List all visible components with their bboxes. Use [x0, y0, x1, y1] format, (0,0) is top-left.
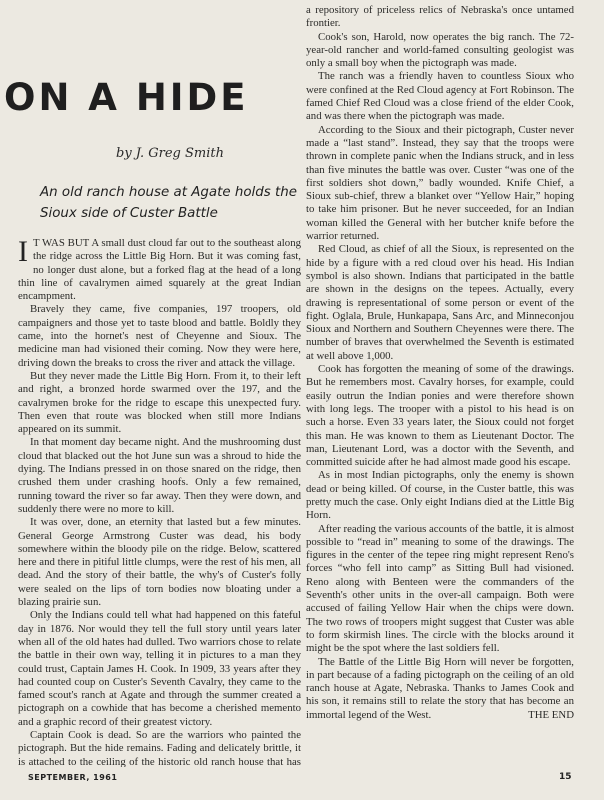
- paragraph-text: T WAS BUT A small dust cloud far out to the southeast along the ridge across the Little Big Horn. But it was coming fast, no longer dust alone, but a forked flag at the head of a long thin line of cavalrymen aimed squarely at the great Indian encampment.: [18, 237, 301, 303]
- paragraph: Only the Indians could tell what had happened on this fateful day in 1876. Nor would they tell the full story until years later when all of the old hates had dulled. Two warriors chose to relate the battle in their own way, telling it in pictures to a man they could trust, Captain James H. Cook. In 1909, 33 years after they had counted coup on Custer's Seventh Cavalry, they came to the famed scout's ranch at Agate and through the summer created a pictograph on a cowhide that has become a cherished memento and a graphic record of their greatest victory.: [18, 609, 301, 728]
- paragraph-text: The Battle of the Little Big Horn will never be forgotten, in part because of a fading pictograph on the ceiling of an old ranch house at Agate, Nebraska. Thanks to James Cook and his son, it remains still to relate the story that has become an immortal legend of the West.: [306, 655, 574, 721]
- paragraph: Red Cloud, as chief of all the Sioux, is represented on the hide by a figure with a red cloud over his head. His Indian symbol is also shown. Indians that participated in the battle are shown in the designs on the tepees. Actually, every drawing is representational of some person or event of the fight. Oglala, Brule, Hunkapapa, Sans Arc, and Minneconjou Sioux and Northern and Southern Cheyennes were there. The number of braves that overwhelmed the Seventh is estimated at well above 1,000.: [306, 243, 574, 362]
- end-mark: THE END: [528, 708, 574, 721]
- issue-date: SEPTEMBER, 1961: [28, 773, 118, 782]
- right-column: [306, 4, 574, 767]
- paragraph: After reading the various accounts of the battle, it is almost possible to “read in” meaning to some of the drawings. The figures in the center of the tepee ring might represent Reno's forces “who fell into camp” as Sitting Bull had visioned. Reno along with Benteen were the commanders of the Seventh's other units in the over-all campaign. Both were accused of failing Yellow Hair when the chips were down. The two rows of troopers might suggest that Custer was able to form skirmish lines. The circle with the blocks around it might be the spot where the last soldiers fell.: [306, 522, 574, 655]
- paragraph: In that moment day became night. And the mushrooming dust cloud that blacked out the hot June sun was a shroud to hide the dying. The Indians pressed in on those snared on the ridge, then crushed them under crashing hoofs. Only a few remained, running toward the river so far away. Then they were down, and suddenly there were no more to kill.: [18, 436, 301, 515]
- left-column: [18, 237, 301, 767]
- paragraph: As in most Indian pictographs, only the enemy is shown dead or being killed. Of course, in the Custer battle, this was pretty much the case. Only eight Indians died at the Little Big Horn.: [306, 469, 574, 522]
- paragraph: According to the Sioux and their pictograph, Custer never made a “last stand”. Instead, they say that the troops were thrown in complete panic when the Indians struck, and in less than five minutes the battle was over. Custer “was one of the first soldiers shot down,” badly wounded. Knife Chief, a Sioux sub-chief, threw a blanket over “Yellow Hair,” hoping to take him prisoner. But he never succeeded, for an Indian woman killed the General with her butcher knife before the warrior returned.: [306, 123, 574, 243]
- paragraph: The ranch was a friendly haven to countless Sioux who were confined at the Red Cloud agency at Fort Robinson. The famed Chief Red Cloud was a close friend of the elder Cook, and was there when the pictograph was made.: [306, 70, 574, 123]
- paragraph: Cook's son, Harold, now operates the big ranch. The 72-year-old rancher and world-famed consulting geologist was only a small boy when the pictograph was made.: [306, 30, 574, 70]
- paragraph: [18, 237, 301, 303]
- drop-cap: I: [18, 237, 28, 268]
- paragraph: a repository of priceless relics of Nebraska's once untamed frontier.: [306, 4, 574, 30]
- headline: ON A HIDE: [4, 76, 249, 119]
- paragraph: Cook has forgotten the meaning of some of the drawings. But he remembers most. Cavalry horses, for example, could easily outrun the Indian ponies and were therefore shown with long legs. The trooper with a pistol to his head is on such a horse. Even 33 years later, the Sioux could not forget this man. He was known to them as Lieutenant Doctor. The man, Lieutenant Lord, was a doctor with the Seventh, and committed suicide after he had almost made good his escape.: [306, 363, 574, 469]
- subhead: An old ranch house at Agate holds the Sioux side of Custer Battle: [40, 185, 297, 221]
- paragraph: But they never made the Little Big Horn. From it, to their left and right, a bronzed horde swarmed over the 197, and the cavalrymen broke for the ridge to escape this unexpected fury. Then even that route was blocked when still more Indians appeared on its summit.: [18, 369, 301, 436]
- byline: by J. Greg Smith: [116, 146, 224, 161]
- paragraph: Bravely they came, five companies, 197 troopers, old campaigners and those yet to taste blood and battle. Boldly they came, into the hornet's nest of Cheyenne and Sioux. The medicine man had visioned their coming. Now they were here, driving down the breaks to cross the river and attack the village.: [18, 303, 301, 369]
- page-number: 15: [559, 772, 572, 782]
- paragraph: Captain Cook is dead. So are the warriors who painted the pictograph. But the hide remains. Fading and delicately brittle, it is attached to the ceiling of the historic old ranch house that has: [18, 728, 301, 767]
- paragraph: [306, 656, 574, 722]
- paragraph: It was over, done, an eternity that lasted but a few minutes. General George Armstrong Custer was dead, his body somewhere within the bloody pile on the ridge. Below, scattered here and there in pitiful little clumps, were the rest of his men, all dead. And the story of their battle, the why's of Custer's folly were sealed on the lips of torn bodies now bloating under a blazing prairie sun.: [18, 516, 301, 609]
